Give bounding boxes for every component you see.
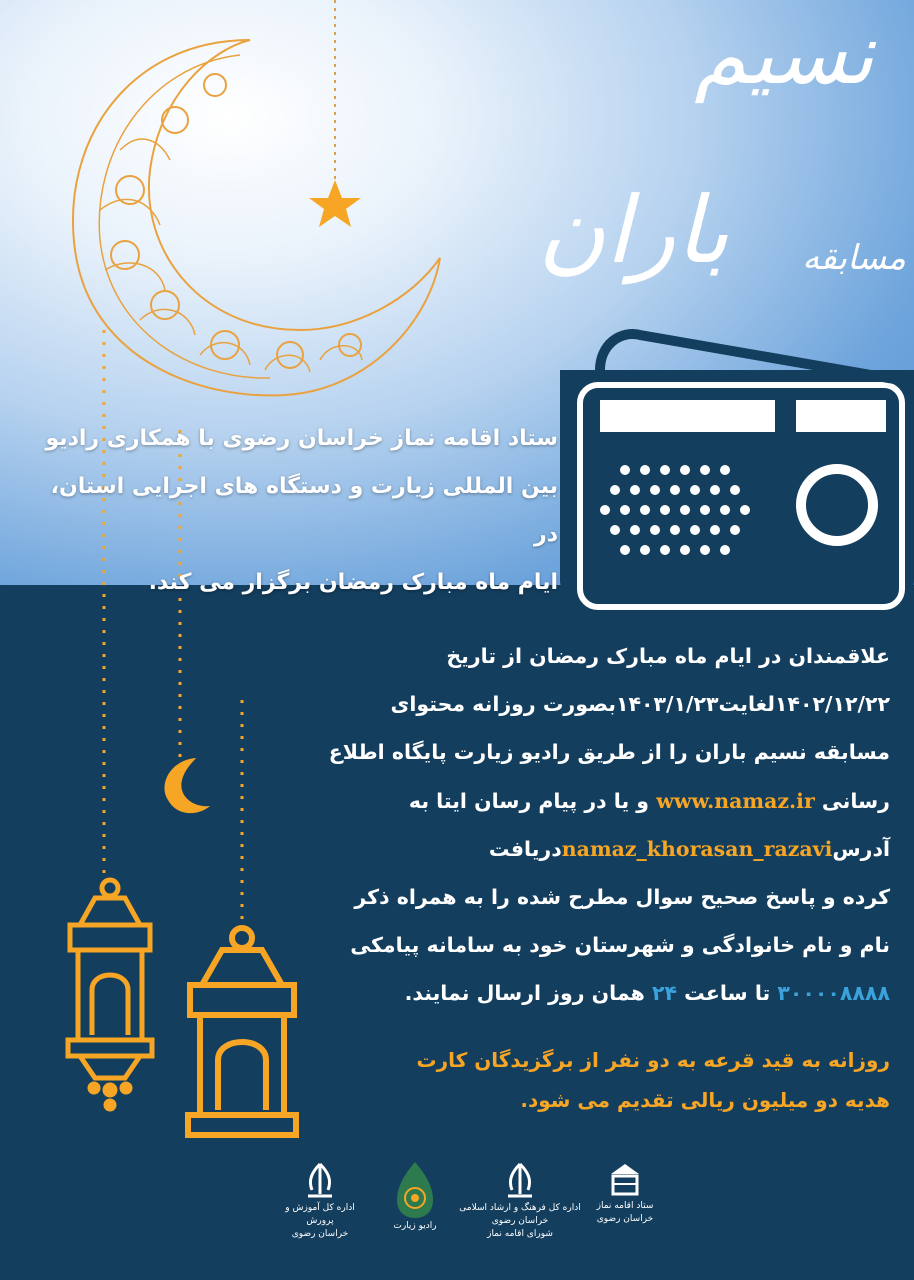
logo-caption: اداره کل آموزش و پرورش: [285, 1203, 355, 1226]
logo-caption: اداره کل فرهنگ و ارشاد اسلامی خراسان رضوی: [459, 1203, 581, 1226]
body-line: علاقمندان در ایام ماه مبارک رمضان از تاریخ: [446, 644, 890, 668]
body-line: [318, 969, 890, 1017]
body-line: مسابقه نسیم باران را از طریق رادیو زیارت پایگاه اطلاع: [328, 740, 890, 765]
intro-line: بین المللی زیارت و دستگاه های اجرایی استان، در: [50, 474, 558, 547]
eitaa-handle[interactable]: namaz_khorasan_razavi: [561, 836, 833, 861]
small-crescent-icon: [164, 758, 210, 813]
emblem-icon: [300, 1160, 340, 1202]
sms-number: ۳۰۰۰۰۸۸۸۸: [777, 981, 890, 1006]
body-fragment: بصورت روزانه محتوای: [390, 692, 616, 717]
body-fragment: رسانی: [821, 788, 890, 813]
intro-line: ایام ماه مبارک رمضان برگزار می کند.: [148, 570, 558, 595]
body-fragment: و یا در پیام رسان ایتا به: [408, 788, 650, 813]
body-fragment: لغایت: [718, 692, 775, 717]
lantern-left-icon: [68, 880, 152, 1109]
logo-culture: [455, 1160, 585, 1241]
body-fragment: همان روز ارسال نمایند.: [404, 981, 645, 1006]
body-line: کرده و پاسخ صحیح سوال مطرح شده را به همراه ذکر: [354, 885, 890, 910]
logo-caption: رادیو زیارت: [393, 1221, 437, 1231]
intro-line: ستاد اقامه نماز خراسان رضوی با همکاری رادیو: [45, 426, 558, 451]
logo-namaz-staff: [585, 1160, 665, 1226]
website-link[interactable]: www.namaz.ir: [656, 788, 815, 813]
body-fragment: آدرس: [832, 836, 890, 861]
prize-line: هدیه دو میلیون ریالی تقدیم می شود.: [520, 1088, 890, 1112]
crescent-moon-icon: [73, 40, 440, 395]
logo-caption: خراسان رضوی: [596, 1214, 654, 1224]
body-fragment: دریافت: [488, 836, 562, 861]
date-end: ۱۴۰۳/۱/۲۳: [615, 692, 719, 717]
body-fragment: تا ساعت: [684, 981, 771, 1006]
namaz-staff-icon: [605, 1160, 645, 1200]
logo-caption: خراسان رضوی: [291, 1229, 349, 1239]
logo-education: [275, 1160, 365, 1241]
intro-text: [28, 415, 558, 607]
body-line: [318, 777, 890, 825]
prize-line: روزانه به قید قرعه به دو نفر از برگزیدگان کارت: [416, 1048, 890, 1072]
logo-radio-ziarat: [385, 1160, 445, 1233]
body-line: [318, 680, 890, 728]
logo-caption: ستاد اقامه نماز: [596, 1201, 654, 1211]
lantern-right-icon: [188, 928, 296, 1135]
body-line: [318, 825, 890, 873]
star-icon: [309, 180, 361, 227]
logo-caption: شورای اقامه نماز: [487, 1229, 553, 1239]
emblem-icon: [500, 1160, 540, 1202]
radio-icon: [560, 334, 914, 610]
title-naseem: نسیم: [694, 5, 874, 103]
body-line: نام و نام خانوادگی و شهرستان خود به سامانه پیامکی: [350, 933, 890, 958]
date-start: ۱۴۰۲/۱۲/۲۲: [774, 692, 890, 717]
title-competition: مسابقه: [802, 238, 906, 278]
radio-ziarat-icon: [393, 1160, 437, 1220]
title-baran: باران: [537, 177, 729, 284]
body-text: [318, 632, 890, 1018]
prize-text: [380, 1040, 890, 1120]
deadline-hour: ۲۴: [651, 981, 677, 1006]
